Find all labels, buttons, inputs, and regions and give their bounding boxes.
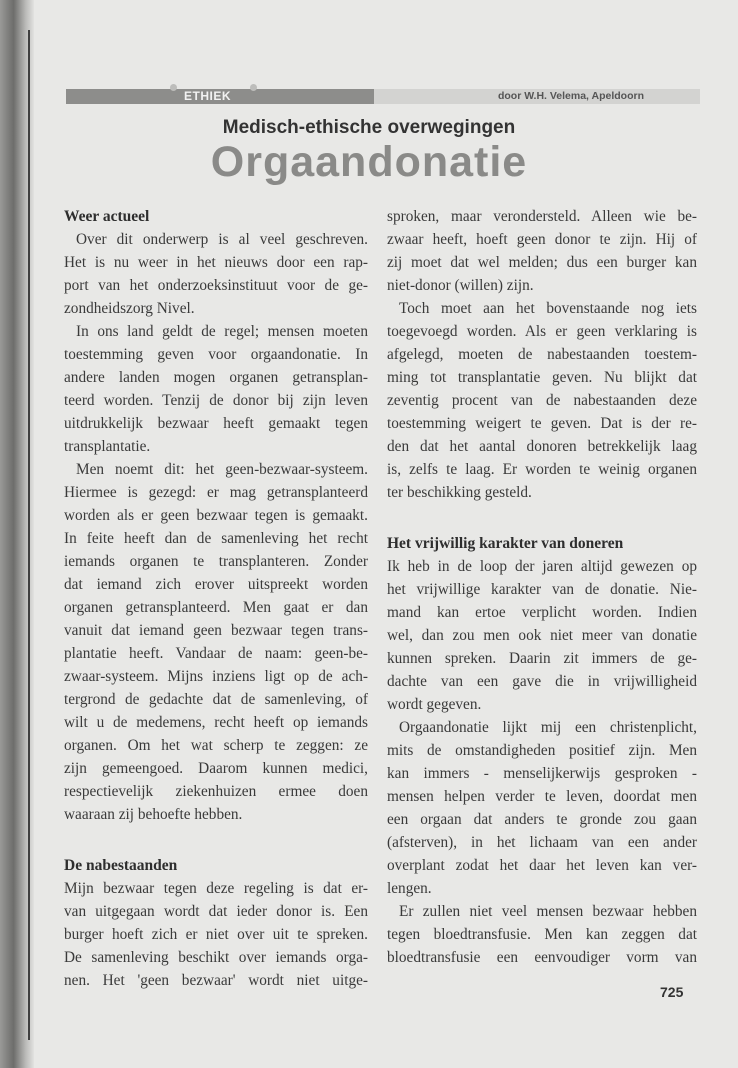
text-line: tegen bloedtransfusie. Men kan zeggen dat: [387, 926, 697, 943]
text-line: ter beschikking gesteld.: [387, 484, 532, 501]
text-line: Ik heb in de loop der jaren altijd gewezen op: [387, 558, 697, 575]
section-heading: Het vrijwillig karakter van doneren: [387, 535, 624, 552]
text-line: vanuit dat iemand geen bezwaar tegen trans-: [64, 622, 368, 639]
text-line: Orgaandonatie lijkt mij een christenplicht,: [399, 719, 697, 736]
paragraph: [387, 555, 697, 716]
text-line: Er zullen niet veel mensen bezwaar hebben: [399, 903, 697, 920]
decorative-dot-icon: [170, 84, 177, 91]
text-line: niet-donor (willen) zijn.: [387, 277, 534, 294]
section-header-bar: [66, 89, 700, 104]
text-line: organen. Om het wat scherp te zeggen: ze: [64, 737, 368, 754]
paragraph: [387, 716, 697, 900]
page-number: 725: [660, 984, 684, 1000]
section-label: ETHIEK: [184, 89, 232, 103]
text-line: zeventig procent van de nabestaanden deze: [387, 392, 697, 409]
paragraph: [387, 297, 697, 504]
text-line: den dat het aantal donoren betrekkelijk laag: [387, 438, 697, 455]
text-line: afgelegd, moeten de nabestaanden toestem-: [387, 346, 697, 363]
paragraph: [387, 205, 697, 297]
text-line: mits de omstandigheden positief zijn. Men: [387, 742, 697, 759]
text-line: zondheidszorg Nivel.: [64, 300, 195, 317]
paragraph: [387, 900, 697, 969]
text-line: kunnen spreken. Daarin zit immers de ge-: [387, 650, 697, 667]
text-line: toestemming weigert te geven. Dat is der re-: [387, 415, 697, 432]
text-line: port van het onderzoeksinstituut voor de ge-: [64, 277, 368, 294]
text-line: ming tot transplantatie geven. Nu blijkt dat: [387, 369, 697, 386]
text-line: toegevoegd worden. Als er geen verklaring is: [387, 323, 697, 340]
text-line: wilt u de medemens, recht heeft op iemands: [64, 714, 368, 731]
text-line: dachte van een gave die in vrijwilligheid: [387, 673, 697, 690]
decorative-dot-icon: [250, 84, 257, 91]
text-line: het vrijwillige karakter van de donatie. Nie-: [387, 581, 697, 598]
text-line: een orgaan dat anders te gronde zou gaan: [387, 811, 697, 828]
paragraph: [64, 458, 368, 826]
text-line: lengen.: [387, 880, 432, 897]
text-line: zwaar-systeem. Mijns inziens ligt op de ach-: [64, 668, 368, 685]
text-line: wel, dan zou men ook niet meer van donatie: [387, 627, 697, 644]
section-tab: [66, 89, 374, 104]
paragraph: [64, 228, 368, 320]
text-line: respectievelijk ziekenhuizen ermee doen: [64, 783, 368, 800]
text-line: Het is nu weer in het nieuws door een rap-: [64, 254, 368, 271]
article-title: Orgaandonatie: [210, 138, 528, 186]
text-line: Mijn bezwaar tegen deze regeling is dat er-: [64, 880, 368, 897]
text-line: is, zelfs te laag. Er worden te weinig organen: [387, 461, 697, 478]
text-line: Over dit onderwerp is al veel geschreven.: [76, 231, 368, 248]
text-line: tergrond de gedachte dat de samenleving, of: [64, 691, 368, 708]
left-column: [64, 205, 368, 992]
text-line: zijn gemeengoed. Daarom kunnen medici,: [64, 760, 368, 777]
text-line: uitdrukkelijk bezwaar heeft gemaakt tegen: [64, 415, 368, 432]
text-line: mensen helpen verder te leven, doordat men: [387, 788, 697, 805]
text-line: transplantatie.: [64, 438, 151, 455]
text-line: In ons land geldt de regel; mensen moeten: [76, 323, 368, 340]
text-line: dat iemand zich erover uitspreekt worden: [64, 576, 368, 593]
spacer: [387, 504, 697, 532]
text-line: zij moet dat wel melden; dus een burger kan: [387, 254, 697, 271]
text-line: andere landen mogen organen getransplan-: [64, 369, 368, 386]
text-line: waaraan zij behoefte hebben.: [64, 806, 243, 823]
text-line: zwaar heeft, hoeft geen donor te zijn. Hij of: [387, 231, 697, 248]
author-byline: door W.H. Velema, Apeldoorn: [497, 90, 644, 102]
text-line: organen getransplanteerd. Men gaat er dan: [64, 599, 368, 616]
text-line: iemands organen te transplanteren. Zonder: [64, 553, 368, 570]
text-line: worden als er geen bezwaar tegen is gemaakt.: [64, 507, 368, 524]
paragraph: [64, 877, 368, 992]
text-line: sproken, maar verondersteld. Alleen wie be-: [387, 208, 697, 225]
text-line: plantatie heeft. Vandaar de naam: geen-be-: [64, 645, 368, 662]
text-line: nen. Het 'geen bezwaar' wordt niet uitge-: [64, 972, 368, 989]
text-line: Men noemt dit: het geen-bezwaar-systeem.: [76, 461, 368, 478]
text-line: van uitgegaan wordt dat ieder donor is. Een: [64, 903, 368, 920]
right-column: [387, 205, 697, 969]
section-heading: Weer actueel: [64, 208, 150, 225]
text-line: Toch moet aan het bovenstaande nog iets: [399, 300, 697, 317]
text-line: De samenleving beschikt over iemands orga-: [64, 949, 368, 966]
text-line: wordt gegeven.: [387, 696, 482, 713]
text-line: kan immers - menselijkerwijs gesproken -: [387, 765, 697, 782]
text-line: bloedtransfusie een eenvoudiger vorm van: [387, 949, 697, 966]
text-line: Hiermee is gezegd: er mag getransplanteerd: [64, 484, 368, 501]
text-line: overplant zodat het daar het leven kan ver-: [387, 857, 697, 874]
text-line: mand kan ertoe verplicht worden. Indien: [387, 604, 697, 621]
paragraph: [64, 320, 368, 458]
article-subtitle: Medisch-ethische overwegingen: [222, 117, 516, 138]
text-line: (afsterven), in het lichaam van een ander: [387, 834, 697, 851]
text-line: In feite heeft dan de samenleving het recht: [64, 530, 368, 547]
text-line: toestemming geven voor orgaandonatie. In: [64, 346, 368, 363]
spacer: [64, 826, 368, 854]
text-line: teerd worden. Tenzij de donor bij zijn leven: [64, 392, 368, 409]
section-heading: De nabestaanden: [64, 857, 178, 874]
text-line: burger hoeft zich er niet over uit te spreken.: [64, 926, 368, 943]
